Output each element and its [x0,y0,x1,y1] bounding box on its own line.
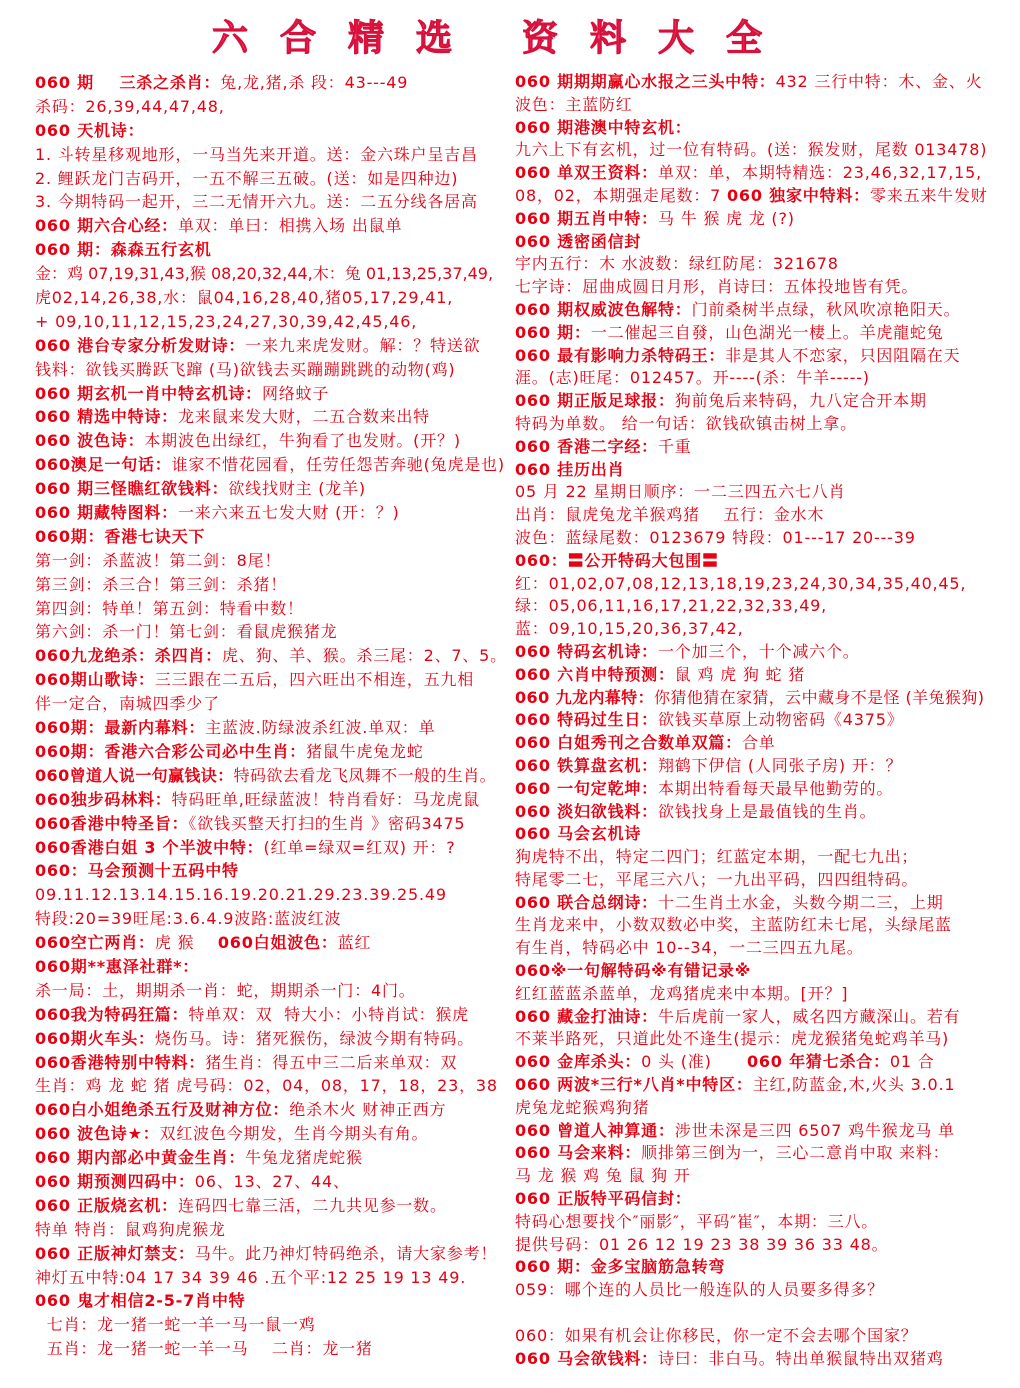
right-column-line [515,1348,989,1371]
entry-label: 060 单双王资料： [515,163,658,183]
right-column-line [515,1074,989,1097]
entry-label: 060期火车头： [35,1028,155,1048]
entry-text: 猪生肖：得五中三二后来单双：双 [205,1052,458,1072]
right-column-line [515,345,989,368]
entry-text: 一二催起三自發，山色湖光一棲上。羊虎龍蛇兔 [590,322,944,342]
left-column-line [35,716,507,740]
entry-label: 060白姐波色： [217,933,338,953]
entry-label: 060 期五肖中特： [515,208,658,228]
entry-label: 060 期： [515,322,591,342]
left-column-line [35,1074,507,1098]
left-column-line [35,955,507,979]
right-column-line [515,1006,989,1029]
entry-text: 本期出特看每天最早他勤劳的。 [657,778,894,798]
entry-text: 3. 今期特码一起开，三二无情开六九。送：二五分线各居高 [35,192,478,212]
entry-text: 网络蚊子 [261,383,330,403]
left-column-line [35,453,507,477]
entry-label: 060 挂历出肖 [515,459,625,479]
right-column-line [515,1097,989,1120]
right-column-line [515,1028,989,1051]
entry-text: 虎兔龙蛇猴鸡狗猪 [515,1097,650,1117]
entry-label: 060 六肖中特预测： [515,664,675,684]
entry-text: 本期波色出绿红，牛狗看了也发财。(开？) [144,431,461,451]
entry-text: 狗前兔后来特码，九八定合开本期 [674,391,927,411]
entry-text: 01 合 [889,1052,935,1072]
right-column-line [515,504,989,527]
left-column-line [35,382,507,406]
entry-text: 连码四七靠三活，二九共见参一数。 [177,1195,447,1215]
entry-text: 红：01,02,07,08,12,13,18,19,23,24,30,34,35,40,45, [515,573,967,593]
entry-label: 060 九龙内幕特： [515,687,654,707]
right-column-line [515,1234,989,1257]
entry-text: 不莱半路死，只道此处不逢生(提示：虎龙猴猪兔蛇鸡羊马) [515,1029,950,1049]
left-column-line [35,597,507,621]
left-column-line [35,1266,507,1290]
left-column-line [35,859,507,883]
right-column-line [515,869,989,892]
left-column-line [35,1194,507,1218]
right-column-line [515,459,989,482]
left-column-line [35,405,507,429]
entry-text: 432 三行中特：木、金、火 [775,72,983,91]
right-column-line [515,253,989,276]
entry-label: 060 期权威波色解特： [515,299,692,319]
right-column-line [515,390,989,413]
entry-text: 五肖：龙一猪一蛇一羊一马 二肖：龙一猪 [35,1339,373,1359]
left-column-line [35,1146,507,1170]
entry-text: 欲线找财主 (龙羊) [228,479,366,499]
entry-text: 七肖：龙一猪一蛇一羊一马一鼠一鸡 [35,1315,316,1335]
entry-text: 千重 [657,436,692,456]
right-column-line [515,778,989,801]
entry-text: 绿：05,06,11,16,17,21,22,32,33,49, [515,596,828,616]
entry-text: 宇内五行：木 水波数：绿红防尾：321678 [515,254,839,274]
entry-label: 060 期 三杀之杀肖： [35,73,221,92]
entry-label: 060 年猜七杀合： [746,1052,890,1072]
left-column-line [35,979,507,1003]
left-column-line [35,477,507,501]
entry-text: 涯。(志)旺尾：012457。开----(杀：牛羊-----) [515,368,870,388]
entry-label: 060我为特码狂篇： [35,1004,189,1024]
right-column-line [515,914,989,937]
left-column-line [35,1313,507,1337]
entry-text: 马牛。此乃神灯特码绝杀，请大家参考！ [194,1243,498,1263]
entry-text: 九六上下有玄机，过一位有特码。(送：猴发财，尾数 013478) [515,140,988,160]
left-column-line [35,1242,507,1266]
entry-label: 060 波色诗： [35,431,145,451]
left-column-line [35,573,507,597]
entry-text: 波色：蓝绿尾数：0123679 特段：01---17 20---39 [515,527,916,547]
entry-text: 金：鸡 07,19,31,43,猴 08,20,32,44,木：兔 01,13,25,37,49, [35,264,494,284]
entry-text: 提供号码：01 26 12 19 23 38 39 36 33 48。 [515,1234,889,1254]
right-column-line [515,1120,989,1143]
entry-text: 特尾零二七，平尾三六八；一九出平码，四四组特码。 [515,869,919,889]
entry-label: 060 期期期赢心水报之三头中特： [515,72,776,91]
entry-text: 08，02，本期强走尾数：7 [515,185,727,205]
right-column-line [515,367,989,390]
entry-label: 060香港白姐 3 个半波中特： [35,837,264,857]
entry-label: 060 淡妇欲钱料： [515,801,658,821]
entry-text: 诗曰：非白马。特出单猴鼠特出双猪鸡 [657,1348,944,1368]
entry-label: 060香港中特圣旨： [35,813,189,833]
entry-text: 马 龙 猴 鸡 兔 鼠 狗 开 [515,1166,691,1186]
entry-text: 一来六来五七发大财 (开：？) [177,503,400,523]
entry-label: 060 香港二字经： [515,436,658,456]
right-column-line [515,937,989,960]
entry-label: 060 最有影响力杀特码王： [515,345,726,365]
entry-text: 门前桑树半点绿，秋风吹凉艳阳天。 [691,299,961,319]
left-column-line [35,119,507,143]
left-column-line [35,668,507,692]
entry-text: 0 头 (准) [641,1052,747,1072]
right-column-line [515,1325,989,1348]
entry-text: 谁家不惜花园看，任劳任怨苦奔驰(兔虎是也) [171,455,505,475]
left-column-line [35,143,507,167]
entry-label: 060 期三怪瞧红欲钱料： [35,479,229,499]
left-column-line [35,1337,507,1361]
entry-text: 虎02,14,26,38,水：鼠04,16,28,40,猪05,17,29,41, [35,288,454,308]
right-column-line [515,687,989,710]
entry-label: 060 期正版足球报： [515,391,675,411]
entry-text: 2. 鲤跃龙门吉码开，一五不解三五破。(送：如是四种边) [35,168,459,188]
entry-text: 059：哪个连的人员比一般连队的人员要多得多？ [515,1280,884,1300]
entry-text: 1. 斗转星移观地形，一马当先来开道。送：金六珠户呈吉昌 [35,144,478,164]
right-column-line [515,550,989,573]
right-column-line [515,892,989,915]
right-column-line [515,322,989,345]
entry-label: 060 马会来料： [515,1143,642,1163]
right-column-line [515,664,989,687]
entry-text: 红红蓝蓝杀蓝单，龙鸡猪虎来中本期。[开？] [515,983,849,1003]
right-column [515,71,989,1370]
entry-label: 060期：香港六合彩公司必中生肖： [35,741,306,761]
entry-text: 《欲钱买整天打扫的生肖 》密码3475 [188,813,466,833]
entry-label: 060※一句解特码※有错记录※ [515,961,752,981]
left-column-line [35,358,507,382]
entry-text: 06、13、27、44、 [194,1171,350,1191]
entry-text: 单双：单曰：相携入场 出鼠单 [177,216,403,236]
entry-text: 非是其人不恋家，只因阻隔在天 [725,345,961,365]
right-column-line [515,527,989,550]
entry-text: 特单双：双 特大小：小特肖试：猴虎 [188,1004,469,1024]
entry-label: 060 两波*三行*八肖*中特区： [515,1075,753,1095]
entry-text: 一个加三个，十个减六个。 [657,641,860,661]
entry-text: 09.11.12.13.14.15.16.19.20.21.29.23.39.25.49 [35,885,447,905]
entry-text: 主蓝波.防绿波杀红波.单双：单 [205,718,436,738]
entry-label: 060期：香港七诀天下 [35,526,206,546]
entry-label: 060 正版烧玄机： [35,1195,178,1215]
right-column-line [515,960,989,983]
entry-label: 060期山歌诗： [35,670,155,690]
left-column-line [35,525,507,549]
entry-label: 060 一句定乾坤： [515,778,658,798]
left-column-line [35,190,507,214]
left-column-line [35,644,507,668]
entry-text: 特段:20=39旺尾:3.6.4.9波路:蓝波红波 [35,909,342,929]
entry-label: 060 铁算盘玄机： [515,755,658,775]
left-column-line [35,1051,507,1075]
entry-text: 杀一局：土，期期杀一肖：蛇，期期杀一门：4门。 [35,980,416,1000]
entry-label: 060 波色诗★： [35,1124,160,1144]
left-column-line [35,549,507,573]
entry-text: 顺排第三倒为一，三心二意肖中取 来料： [641,1143,950,1163]
entry-label: 060期：最新内幕料： [35,718,206,738]
right-column-line [515,94,989,117]
entry-text: 有生肖，特码必中 10--34，一二三四五九尾。 [515,938,864,958]
entry-label: 060香港特别中特料： [35,1052,206,1072]
right-column-line [515,618,989,641]
entry-text: 第四剑：特单！第五剑：特看中数！ [35,598,304,618]
left-column-line [35,286,507,310]
left-column-line [35,788,507,812]
right-column-line [515,801,989,824]
right-column-line [515,709,989,732]
entry-label: 060九龙绝杀：杀四肖： [35,646,222,666]
entry-label: 060 联合总纲诗： [515,892,658,912]
entry-text: 060：如果有机会让你移民，你一定不会去哪个国家？ [515,1325,918,1345]
entry-label: 060 期六合心经： [35,216,178,236]
right-column-line [515,436,989,459]
entry-label: 060 正版神灯禁支： [35,1243,195,1263]
page-title-part-b: 资料大全 [522,18,795,59]
entry-label: 060期**惠泽社群*： [35,956,200,976]
left-column-line [35,931,507,955]
entry-text: 十二生肖土水金，头数今期二三，上期 [657,892,944,912]
left-column [35,71,507,1361]
entry-label: 060 期玄机一肖中特玄机诗： [35,383,262,403]
left-column-line [35,1218,507,1242]
entry-label: 060空亡两肖： [35,933,155,953]
entry-text: 蓝红 [337,933,372,953]
entry-label: 060 正版特平码信封： [515,1189,692,1209]
right-column-line [515,162,989,185]
left-column-line [35,692,507,716]
right-column-line [515,231,989,254]
left-column-line [35,95,507,119]
right-column-line [515,823,989,846]
left-column-line [35,1003,507,1027]
left-column-line [35,812,507,836]
entry-text: + 09,10,11,12,15,23,24,27,30,39,42,45,46, [35,311,418,331]
entry-label: 060：〓公开特码大包围〓 [515,550,719,570]
right-column-line [515,573,989,596]
entry-text: 你猜他猜在家猜，云中藏身不是怪 (羊兔猴狗) [653,687,985,707]
entry-label: 060 特码玄机诗： [515,641,658,661]
entry-label: 060 曾道人神算通： [515,1120,675,1140]
right-column-line [515,208,989,231]
entry-text: 生肖：鸡 龙 蛇 猪 虎号码：02，04，08，17，18，23，38 [35,1076,498,1096]
left-column-line [35,740,507,764]
left-column-line [35,501,507,525]
entry-text: 合单 [741,733,776,753]
entry-text: 杀码：26,39,44,47,48, [35,96,225,116]
entry-text: 七字诗：屈曲成圆日月形，肖诗曰：五体投地皆有凭。 [515,277,919,297]
entry-label: 060 期：森森五行玄机 [35,240,212,260]
entry-text: 特码心想要找个″丽影″，平码″崔″，本期：三八。 [515,1211,879,1231]
entry-label: 060 马会玄机诗 [515,824,642,844]
entry-label: 060：马会预测十五码中特 [35,861,239,881]
entry-text: 伴一定合，南城四季少了 [35,694,220,714]
entry-text: 第六剑：杀一门！第七剑：看鼠虎猴猪龙 [35,622,338,642]
entry-label: 060曾道人说一句赢钱诀： [35,765,234,785]
entry-text: (红单=绿双=红双) 开：? [263,837,456,857]
left-column-line [35,836,507,860]
entry-text: 马 牛 猴 虎 龙 (?) [657,208,795,228]
right-column-line [515,71,989,94]
entry-text: 翔鹤下伊信 (人同张子房) 开：？ [657,755,903,775]
right-column-line [515,413,989,436]
entry-text: 烧伤马。诗：猪死猴伤，绿波今期有特码。 [154,1028,475,1048]
left-column-line [35,71,507,95]
right-column-line [515,185,989,208]
right-column-line [515,481,989,504]
entry-label: 060 透密函信封 [515,231,642,251]
entry-text: 虎、狗、羊、猴。杀三尾：2、7、5。 [222,646,507,666]
entry-text: 猪鼠牛虎兔龙蛇 [306,741,424,761]
right-column-line [515,276,989,299]
entry-text: 涉世未深是三四 6507 鸡牛猴龙马 单 [674,1120,955,1140]
page-title-part-a: 六合精选 [212,18,485,59]
entry-label: 060 期藏特图料： [35,503,178,523]
entry-label: 060 独家中特料： [727,185,870,205]
entry-text: 狗虎特不出，特定二四门；红蓝定本期，一配七九出； [515,847,919,867]
left-column-line [35,214,507,238]
left-column-line [35,167,507,191]
entry-text: 龙来鼠来发大财，二五合数来出特 [177,407,430,427]
entry-text: 特码为单数。 给一句话：欲钱砍镇击树上拿。 [515,413,857,433]
entry-label: 060 天机诗： [35,120,145,140]
left-column-line [35,1098,507,1122]
entry-text: 神灯五中特:04 17 34 39 46 .五个平:12 25 19 13 49. [35,1267,467,1287]
entry-label: 060 白姐秀刊之合数单双篇： [515,733,742,753]
left-column-line [35,907,507,931]
entry-text: 特码欲去看龙飞凤舞不一般的生肖。 [233,765,497,785]
right-column-line [515,1279,989,1302]
right-column-line [515,755,989,778]
entry-label: 060 马会欲钱料： [515,1348,658,1368]
entry-text: 05 月 22 星期日顺序：一二三四五六七八肖 [515,482,846,502]
right-column-line [515,117,989,140]
entry-text: 单双：单，本期特精选：23,46,32,17,15, [657,163,983,183]
entry-text: 牛兔龙猪虎蛇猴 [245,1148,363,1168]
entry-text: 兔,龙,猪,杀 段：43---49 [220,73,409,92]
right-column-line [515,641,989,664]
right-column-line [515,1142,989,1165]
entry-label: 060 精选中特诗： [35,407,178,427]
entry-text: 鼠 鸡 虎 狗 蛇 猪 [674,664,806,684]
entry-text: 虎 猴 [154,933,218,953]
entry-label: 060 期预测四码中： [35,1171,195,1191]
entry-text: 欲钱买草原上动物密码《4375》 [657,710,904,730]
entry-text: 第一剑：杀蓝波！第二剑：8尾！ [35,550,282,570]
left-column-line [35,1289,507,1313]
left-column-line [35,1170,507,1194]
entry-text: 钱料：欲钱买腾跃飞蹿 (马)欲钱去买蹦蹦跳跳的动物(鸡) [35,359,456,379]
left-column-line [35,310,507,334]
entry-text: 一来九来虎发财。解：？特送欲 [245,335,481,355]
entry-text: 牛后虎前一家人，威名四方藏深山。若有 [657,1006,961,1026]
entry-label: 060 港台专家分析发财诗： [35,335,246,355]
entry-label: 060 鬼才相信2-5-7肖中特 [35,1291,246,1311]
left-column-line [35,429,507,453]
left-column-line [35,620,507,644]
entry-label: 060 藏金打油诗： [515,1006,658,1026]
left-column-line [35,883,507,907]
right-column-line [515,1256,989,1279]
right-column-line [515,1165,989,1188]
entry-text: 生肖龙来中，小数双数必中奖，主蓝防红未七尾，头绿尾蓝 [515,915,952,935]
entry-text: 蓝：09,10,15,20,36,37,42, [515,619,744,639]
right-column-line [515,1188,989,1211]
entry-text: 双红波色今期发，生肖今期头有角。 [159,1124,429,1144]
left-column-line [35,1122,507,1146]
entry-text: 三三跟在二五后，四六旺出不相连，五九相 [154,670,475,690]
right-column-line [515,595,989,618]
right-column-line [515,1051,989,1074]
entry-text: 特码旺单,旺绿蓝波！特肖看好：马龙虎鼠 [171,789,480,809]
entry-label: 060 特码过生日： [515,710,658,730]
right-column-line [515,983,989,1006]
entry-text: 主红,防蓝金,木,火头 3.0.1 [752,1075,956,1095]
left-column-line [35,334,507,358]
entry-text: 波色：主蓝防红 [515,94,633,114]
entry-text: 特单 特肖：鼠鸡狗虎猴龙 [35,1219,226,1239]
right-column-line [515,1211,989,1234]
left-column-line [35,262,507,286]
entry-text: 出肖：鼠虎兔龙羊猴鸡猪 五行：金水木 [515,505,825,525]
left-column-line [35,238,507,262]
entry-label: 060 金库杀头： [515,1052,642,1072]
right-column-line [515,732,989,755]
entry-label: 060澳足一句话： [35,455,172,475]
left-column-line [35,1027,507,1051]
right-column-line [515,299,989,322]
entry-text: 欲钱找身上是最值钱的生肖。 [657,801,877,821]
entry-text: 第三剑：杀三合！第三剑：杀猪！ [35,574,288,594]
right-column-line [515,139,989,162]
entry-label: 060白小姐绝杀五行及财神方位： [35,1100,290,1120]
entry-label: 060 期：金多宝脑筋急转弯 [515,1257,726,1277]
entry-text: 零来五来牛发财 [869,185,988,205]
entry-label: 060独步码林料： [35,789,172,809]
left-column-line [35,764,507,788]
entry-label: 060 期港澳中特玄机： [515,117,692,137]
entry-text: 绝杀木火 财神正西方 [289,1100,447,1120]
entry-label: 060 期内部必中黄金生肖： [35,1148,246,1168]
right-column-line [515,846,989,869]
